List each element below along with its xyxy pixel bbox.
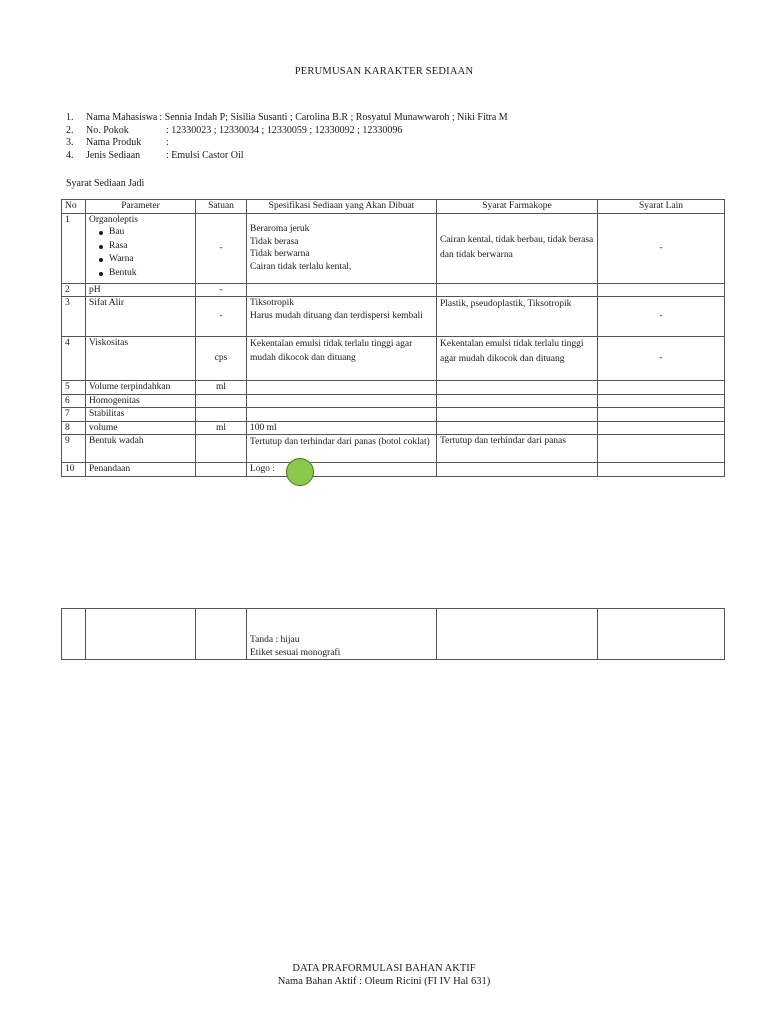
cell-farmakope	[437, 381, 598, 395]
table-row	[62, 394, 725, 408]
parameter-name: Organoleptis	[89, 214, 138, 225]
cell-parameter: Penandaan	[86, 463, 196, 477]
cell-farmakope	[437, 394, 598, 408]
cell-syarat-lain	[598, 394, 725, 408]
list-item: Warna	[101, 253, 192, 267]
header-spesifikasi: Spesifikasi Sediaan yang Akan Dibuat	[247, 200, 437, 214]
table-row	[62, 337, 725, 381]
cell-spesifikasi	[247, 381, 437, 395]
info-number: 4.	[66, 149, 74, 161]
cell-syarat-lain: -	[598, 213, 725, 283]
cell-parameter: Stabilitas	[86, 408, 196, 422]
spec-line: Tidak berasa	[250, 236, 299, 247]
table-row	[62, 213, 725, 283]
cell-syarat-lain	[598, 463, 725, 477]
table-row	[62, 408, 725, 422]
header-farmakope: Syarat Farmakope	[437, 200, 598, 214]
cell-no: 10	[62, 463, 86, 477]
cell-no: 4	[62, 337, 86, 381]
cell-syarat-lain	[598, 283, 725, 297]
logo-circle-icon	[286, 458, 314, 486]
cell-no: 1	[62, 213, 86, 283]
cell-spesifikasi: Logo :	[247, 463, 437, 477]
footer-title: DATA PRAFORMULASI BAHAN AKTIF	[292, 963, 476, 974]
info-label: No. Pokok	[86, 124, 129, 136]
cell-farmakope	[437, 609, 598, 660]
cell-satuan: -	[196, 213, 247, 283]
footer	[0, 962, 768, 988]
cell-syarat-lain: -	[598, 297, 725, 337]
info-label: Nama Produk	[86, 137, 142, 149]
header-parameter: Parameter	[86, 200, 196, 214]
cell-spesifikasi: 100 ml	[247, 421, 437, 435]
spec-line: Tiksotropik	[250, 298, 294, 308]
cell-no: 6	[62, 394, 86, 408]
cell-no: 5	[62, 381, 86, 395]
header-no: No	[62, 200, 86, 214]
info-item	[66, 150, 746, 163]
cell-parameter: pH	[86, 283, 196, 297]
cell-farmakope	[437, 408, 598, 422]
info-value: : Sennia Indah P; Sisilia Susanti ; Carolina B.R ; Rosyatul Munawwaroh ; Niki Fitra M	[159, 112, 508, 123]
table-row	[62, 297, 725, 337]
cell-farmakope: Kekentalan emulsi tidak terlalu tinggi agar mudah dikocok dan dituang	[437, 337, 598, 381]
cell-syarat-lain	[598, 609, 725, 660]
cell-satuan: cps	[196, 337, 247, 381]
cell-satuan	[196, 394, 247, 408]
cell-no: 9	[62, 435, 86, 463]
document-title: PERUMUSAN KARAKTER SEDIAAN	[294, 66, 474, 77]
cell-spesifikasi: Kekentalan emulsi tidak terlalu tinggi agar mudah dikocok dan dituang	[247, 337, 437, 381]
organoleptis-list	[89, 226, 192, 280]
info-item	[66, 112, 746, 125]
cell-syarat-lain	[598, 408, 725, 422]
cell-no: 8	[62, 421, 86, 435]
table-row	[62, 435, 725, 463]
cell-syarat-lain	[598, 381, 725, 395]
cell-farmakope: Plastik, pseudoplastik, Tiksotropik	[437, 297, 598, 337]
cell-satuan	[196, 609, 247, 660]
cell-satuan	[196, 408, 247, 422]
cell-satuan: -	[196, 283, 247, 297]
spec-table	[61, 199, 725, 477]
cell-no: 7	[62, 408, 86, 422]
table-row	[62, 421, 725, 435]
cell-satuan: ml	[196, 421, 247, 435]
cell-spesifikasi	[247, 609, 437, 660]
info-value: :	[166, 137, 169, 149]
cell-satuan	[196, 435, 247, 463]
spec-line: Tidak berwarna	[250, 249, 310, 259]
info-value: : 12330023 ; 12330034 ; 12330059 ; 12330092 ; 12330096	[166, 124, 403, 136]
footer-subtitle: Nama Bahan Aktif : Oleum Ricini (FI IV Hal 631)	[277, 976, 491, 987]
cell-spesifikasi: Tertutup dan terhindar dari panas (botol coklat)	[247, 435, 437, 463]
cell-satuan: -	[196, 297, 247, 337]
spec-line: Cairan tidak terlalu kental,	[250, 261, 352, 272]
info-number: 1.	[66, 112, 74, 123]
cell-farmakope	[437, 421, 598, 435]
cell-farmakope	[437, 463, 598, 477]
list-item: Rasa	[101, 240, 192, 254]
cell-farmakope: Cairan kental, tidak berbau, tidak berasa dan tidak berwarna	[437, 213, 598, 283]
cell-spesifikasi	[247, 283, 437, 297]
cell-syarat-lain	[598, 435, 725, 463]
section-subtitle: Syarat Sediaan Jadi	[66, 178, 145, 189]
info-number: 2.	[66, 124, 74, 136]
table-row	[62, 463, 725, 477]
cell-syarat-lain	[598, 421, 725, 435]
spec-line: Tanda : hijau	[250, 635, 300, 645]
cell-satuan: ml	[196, 381, 247, 395]
table-row	[62, 381, 725, 395]
info-item	[66, 137, 746, 150]
info-value: : Emulsi Castor Oil	[166, 149, 244, 161]
cell-syarat-lain: -	[598, 337, 725, 381]
cell-farmakope: Tertutup dan terhindar dari panas	[437, 435, 598, 463]
info-label: Jenis Sediaan	[86, 149, 141, 161]
cell-spesifikasi	[247, 394, 437, 408]
cell-spesifikasi	[247, 213, 437, 283]
table-row	[62, 609, 725, 660]
info-label: Nama Mahasiswa	[86, 112, 158, 123]
cell-parameter: Volume terpindahkan	[86, 381, 196, 395]
info-number: 3.	[66, 137, 74, 149]
table-row	[62, 283, 725, 297]
spec-table-continuation	[61, 608, 725, 660]
list-item: Bau	[101, 226, 192, 240]
cell-parameter	[86, 609, 196, 660]
cell-parameter: Homogenitas	[86, 394, 196, 408]
cell-parameter: Sifat Alir	[86, 297, 196, 337]
header-syarat-lain: Syarat Lain	[598, 200, 725, 214]
cell-parameter: Viskositas	[86, 337, 196, 381]
spec-line: Beraroma jeruk	[250, 224, 310, 234]
cell-no: 3	[62, 297, 86, 337]
cell-spesifikasi	[247, 297, 437, 337]
cell-parameter: Bentuk wadah	[86, 435, 196, 463]
cell-no	[62, 609, 86, 660]
cell-parameter: volume	[86, 421, 196, 435]
student-info-list	[66, 112, 746, 162]
spec-line: Etiket sesuai monografi	[250, 647, 341, 658]
cell-farmakope	[437, 283, 598, 297]
cell-satuan	[196, 463, 247, 477]
cell-no: 2	[62, 283, 86, 297]
list-item: Bentuk	[101, 267, 192, 281]
info-item	[66, 125, 746, 138]
table-header-row	[62, 200, 725, 214]
header-satuan: Satuan	[196, 200, 247, 214]
cell-spesifikasi	[247, 408, 437, 422]
cell-parameter	[86, 213, 196, 283]
spec-line: Harus mudah dituang dan terdispersi kembali	[250, 310, 423, 321]
